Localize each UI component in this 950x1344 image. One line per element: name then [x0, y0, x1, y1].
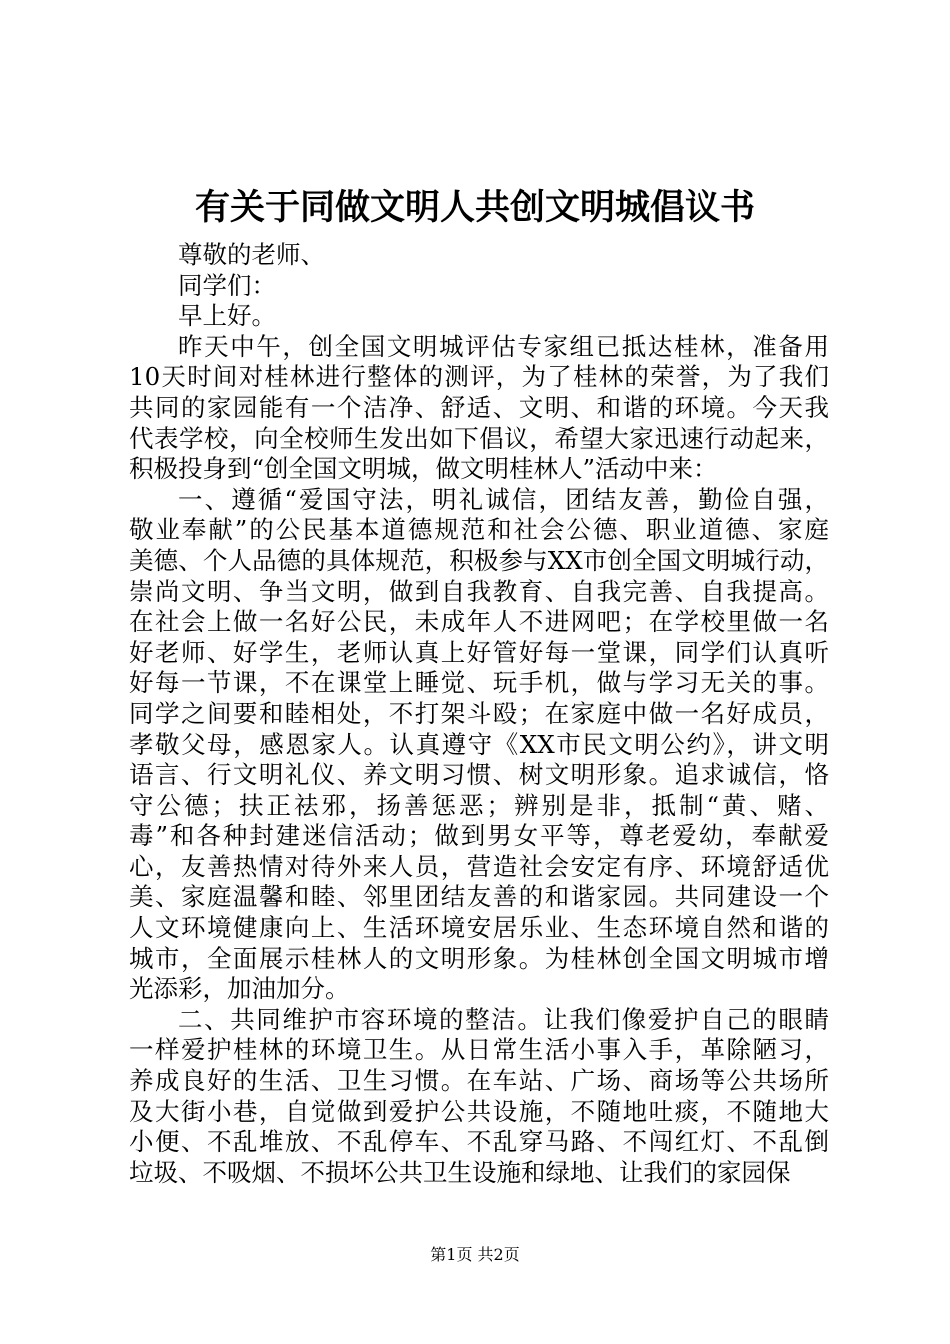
text-line: 敬业奉献”的公民基本道德规范和社会公德、职业道德、家庭: [129, 515, 829, 545]
text-line: 垃圾、不吸烟、不损坏公共卫生设施和绿地、让我们的家园保: [129, 1157, 791, 1187]
text-line: 尊敬的老师、: [178, 240, 325, 269]
text-line: 及大街小巷，自觉做到爱护公共设施，不随地吐痰，不随地大: [129, 1096, 829, 1126]
text-line: 崇尚文明、争当文明，做到自我教育、自我完善、自我提高。: [129, 576, 829, 606]
text-line: 昨天中午，创全国文明城评估专家组已抵达桂林，准备用: [178, 331, 829, 361]
document-title: 有关于同做文明人共创文明城倡议书: [194, 187, 755, 228]
text-line: 守公德；扶正祛邪，扬善惩恶；辨别是非，抵制“黄、赌、: [129, 790, 829, 820]
text-line: 一样爱护桂林的环境卫生。从日常生活小事入手，革除陋习，: [129, 1035, 829, 1065]
text-line: 共同的家园能有一个洁净、舒适、文明、和谐的环境。今天我: [129, 392, 829, 422]
text-line: 一、遵循“爱国守法，明礼诚信，团结友善，勤俭自强，: [178, 484, 829, 514]
page-footer: 第1页 共2页: [430, 1245, 520, 1264]
text-line: 好老师、好学生，老师认真上好管好每一堂课，同学们认真听: [129, 637, 829, 667]
text-line: 小便、不乱堆放、不乱停车、不乱穿马路、不闯红灯、不乱倒: [129, 1127, 829, 1157]
text-line: 美、家庭温馨和睦、邻里团结友善的和谐家园。共同建设一个: [129, 882, 829, 912]
text-line: 二、共同维护市容环境的整洁。让我们像爱护自己的眼睛: [178, 1004, 829, 1034]
document-body: [129, 240, 829, 1188]
text-line: 美德、个人品德的具体规范，积极参与XX市创全国文明城行动，: [129, 545, 829, 575]
text-line: 10天时间对桂林进行整体的测评，为了桂林的荣誉，为了我们: [129, 362, 829, 392]
text-line: 同学之间要和睦相处，不打架斗殴；在家庭中做一名好成员，: [129, 698, 829, 728]
text-line: 好每一节课，不在课堂上睡觉、玩手机，做与学习无关的事。: [129, 668, 829, 698]
text-line: 同学们：: [178, 270, 276, 300]
text-line: 人文环境健康向上、生活环境安居乐业、生态环境自然和谐的: [129, 913, 829, 943]
text-line: 毒”和各种封建迷信活动；做到男女平等，尊老爱幼，奉献爱: [129, 821, 829, 851]
text-line: 积极投身到“创全国文明城，做文明桂林人”活动中来：: [129, 454, 718, 484]
text-line: 在社会上做一名好公民，未成年人不进网吧；在学校里做一名: [129, 607, 829, 637]
text-line: 代表学校，向全校师生发出如下倡议，希望大家迅速行动起来，: [129, 423, 829, 453]
text-line: 早上好。: [178, 301, 276, 331]
text-line: 城市，全面展示桂林人的文明形象。为桂林创全国文明城市增: [129, 943, 829, 973]
text-line: 孝敬父母，感恩家人。认真遵守《XX市民文明公约》，讲文明: [129, 729, 829, 759]
text-line: 心，友善热情对待外来人员，营造社会安定有序、环境舒适优: [129, 851, 829, 881]
text-line: 光添彩，加油加分。: [129, 974, 350, 1004]
text-line: 养成良好的生活、卫生习惯。在车站、广场、商场等公共场所: [129, 1066, 829, 1096]
text-line: 语言、行文明礼仪、养文明习惯、树文明形象。追求诚信，恪: [129, 760, 829, 790]
